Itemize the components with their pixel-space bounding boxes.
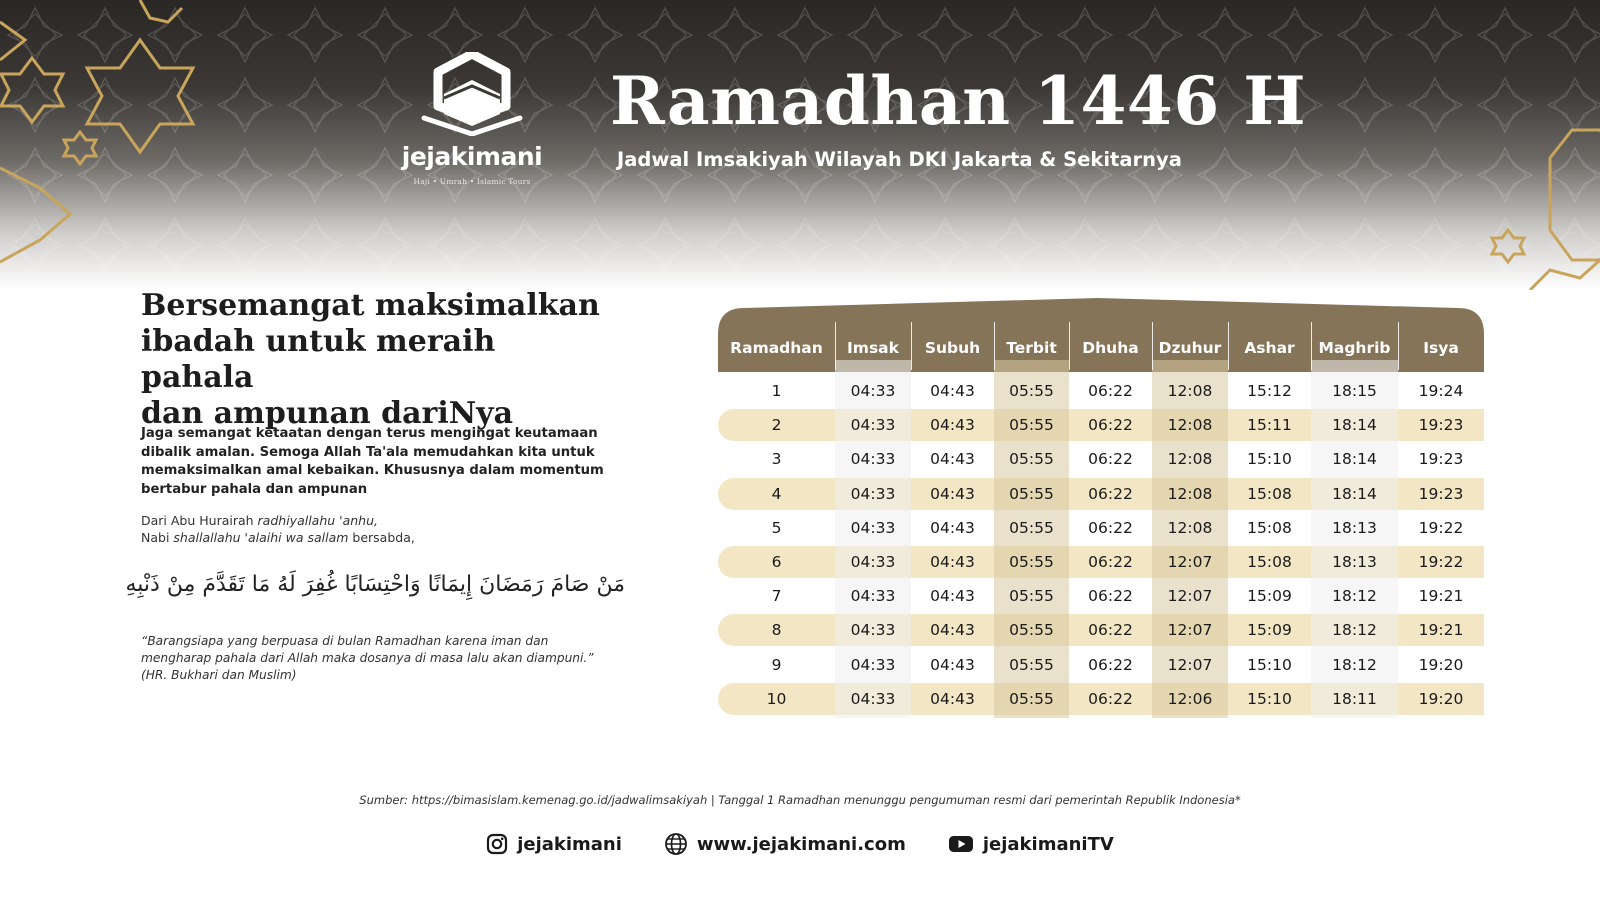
column-header-terbit: Terbit [1006, 339, 1057, 357]
cell-ramadhan: 1 [771, 382, 782, 400]
cell-ashar: 15:10 [1247, 655, 1292, 674]
instagram-handle: jejakimani [517, 833, 622, 855]
narrator-text: Dari Abu Hurairah [141, 513, 258, 528]
cell-dzuhur: 12:08 [1167, 484, 1213, 503]
website-link[interactable] [664, 832, 906, 856]
column-divider [1152, 322, 1153, 370]
cell-subuh: 04:43 [930, 553, 975, 571]
cell-subuh: 04:43 [930, 484, 975, 503]
cell-dzuhur: 12:07 [1167, 621, 1213, 640]
intro-paragraph: Jaga semangat ketaatan dengan terus mengingat keutamaan dibalik amalan. Semoga Allah Ta'ala memudahkan kita untuk memaksimalkan amal kebaikan. Khususnya dalam momentum bertabur pahala dan ampunan [141, 426, 604, 497]
column-divider [1069, 322, 1070, 370]
cell-imsak: 04:33 [850, 382, 896, 400]
cell-imsak: 04:33 [850, 621, 896, 640]
imsakiyah-schedule-table [718, 298, 1484, 718]
narrator-text: Nabi [141, 530, 174, 545]
cell-dzuhur: 12:08 [1167, 382, 1213, 400]
cell-maghrib: 18:11 [1332, 689, 1377, 708]
cell-terbit: 05:55 [1009, 416, 1054, 435]
cell-subuh: 04:43 [930, 655, 975, 674]
column-header-subuh: Subuh [924, 339, 981, 357]
cell-maghrib: 18:14 [1332, 450, 1377, 469]
cell-imsak: 04:33 [850, 518, 896, 537]
column-header-maghrib: Maghrib [1318, 339, 1391, 357]
cell-terbit: 05:55 [1009, 689, 1054, 708]
cell-imsak: 04:33 [850, 689, 896, 708]
cell-maghrib: 18:12 [1332, 621, 1377, 640]
heading-line: ibadah untuk meraih pahala [141, 324, 496, 395]
youtube-icon [948, 834, 974, 854]
hadith-translation [141, 633, 641, 684]
cell-imsak: 04:33 [850, 587, 896, 606]
cell-subuh: 04:43 [930, 416, 975, 435]
cell-ashar: 15:09 [1247, 621, 1292, 640]
instagram-link[interactable] [486, 832, 622, 856]
cell-dhuha: 06:22 [1088, 416, 1133, 435]
cell-terbit: 05:55 [1009, 553, 1054, 571]
cell-maghrib: 18:15 [1332, 382, 1377, 400]
translation-line: mengharap pahala dari Allah maka dosanya di masa lalu akan diampuni.” [141, 651, 594, 665]
heading-line: Bersemangat maksimalkan [141, 288, 600, 323]
cell-ramadhan: 10 [766, 689, 787, 708]
cell-terbit: 05:55 [1009, 382, 1054, 400]
column-divider [835, 322, 836, 370]
cell-subuh: 04:43 [930, 621, 975, 640]
cell-dzuhur: 12:08 [1167, 416, 1213, 435]
cell-ramadhan: 2 [771, 416, 782, 435]
column-header-dzuhur: Dzuhur [1158, 339, 1222, 357]
cell-dhuha: 06:22 [1088, 450, 1133, 469]
cell-isya: 19:23 [1418, 450, 1464, 469]
cell-terbit: 05:55 [1009, 518, 1054, 537]
cell-ramadhan: 5 [771, 518, 782, 537]
cell-terbit: 05:55 [1009, 450, 1054, 469]
column-header-imsak: Imsak [847, 339, 899, 357]
narrator-line [141, 529, 611, 546]
cell-subuh: 04:43 [930, 518, 975, 537]
cell-ashar: 15:08 [1247, 553, 1292, 571]
cell-dzuhur: 12:08 [1167, 450, 1213, 469]
cell-dhuha: 06:22 [1088, 587, 1133, 606]
cell-terbit: 05:55 [1009, 655, 1054, 674]
globe-icon [664, 832, 688, 856]
youtube-link[interactable] [948, 832, 1114, 856]
cell-imsak: 04:33 [850, 450, 896, 469]
cell-dzuhur: 12:08 [1167, 518, 1213, 537]
page-title: Ramadhan 1446 H [610, 62, 1307, 140]
cell-dhuha: 06:22 [1088, 553, 1133, 571]
cell-isya: 19:20 [1418, 655, 1464, 674]
cell-ashar: 15:08 [1247, 518, 1292, 537]
cell-dzuhur: 12:06 [1167, 689, 1213, 708]
cell-maghrib: 18:14 [1332, 484, 1377, 503]
cell-ashar: 15:08 [1247, 484, 1292, 503]
cell-terbit: 05:55 [1009, 484, 1054, 503]
cell-subuh: 04:43 [930, 689, 975, 708]
cell-ashar: 15:10 [1247, 689, 1292, 708]
narrator-honorific: radhiyallahu 'anhu, [257, 513, 378, 528]
column-divider [1228, 322, 1229, 370]
column-divider [1311, 322, 1312, 370]
heading-line: dan ampunan dariNya [141, 396, 514, 431]
column-divider [994, 322, 995, 370]
motivation-heading [141, 288, 611, 432]
cell-dhuha: 06:22 [1088, 484, 1133, 503]
narrator-honorific: shallallahu 'alaihi wa sallam [173, 530, 349, 545]
cell-dzuhur: 12:07 [1167, 655, 1213, 674]
cell-imsak: 04:33 [850, 484, 896, 503]
column-header-ramadhan: Ramadhan [730, 339, 823, 357]
cell-subuh: 04:43 [930, 450, 975, 469]
cell-maghrib: 18:13 [1332, 518, 1377, 537]
cell-maghrib: 18:14 [1332, 416, 1377, 435]
brand-logo[interactable] [392, 52, 552, 186]
gold-star-ornament-right [1490, 110, 1600, 290]
column-divider [1398, 322, 1399, 370]
cell-dhuha: 06:22 [1088, 689, 1133, 708]
cell-maghrib: 18:13 [1332, 553, 1377, 571]
hadith-narrator [141, 512, 611, 546]
youtube-channel: jejakimaniTV [982, 833, 1114, 855]
brand-tagline: Haji • Umrah • Islamic Tours [413, 177, 531, 186]
column-header-ashar: Ashar [1244, 339, 1295, 357]
cell-ashar: 15:09 [1247, 587, 1292, 606]
instagram-icon [486, 833, 508, 855]
cell-imsak: 04:33 [850, 416, 896, 435]
website-url: www.jejakimani.com [696, 833, 906, 855]
cell-subuh: 04:43 [930, 382, 975, 400]
translation-line: “Barangsiapa yang berpuasa di bulan Ramadhan karena iman dan [141, 634, 549, 648]
brand-name: jejakimani [401, 142, 543, 171]
cell-isya: 19:23 [1418, 416, 1464, 435]
cell-maghrib: 18:12 [1332, 587, 1377, 606]
cell-subuh: 04:43 [930, 587, 975, 606]
cell-isya: 19:22 [1418, 553, 1464, 571]
cell-ramadhan: 9 [771, 655, 782, 674]
narrator-line [141, 512, 611, 529]
cell-dzuhur: 12:07 [1167, 553, 1213, 571]
cell-isya: 19:24 [1418, 382, 1464, 400]
cell-isya: 19:21 [1418, 621, 1464, 640]
header-banner [0, 0, 1600, 290]
cell-ramadhan: 7 [771, 587, 782, 606]
cell-isya: 19:20 [1418, 689, 1464, 708]
cell-ashar: 15:11 [1247, 416, 1292, 435]
cell-dhuha: 06:22 [1088, 655, 1133, 674]
cell-dhuha: 06:22 [1088, 621, 1133, 640]
social-links [0, 832, 1600, 856]
cell-dhuha: 06:22 [1088, 518, 1133, 537]
source-note: Sumber: https://bimasislam.kemenag.go.id/jadwalimsakiyah | Tanggal 1 Ramadhan menunggu pengumuman resmi dari pemerintah Republik Indonesia* [359, 793, 1241, 807]
geometric-pattern [0, 0, 1600, 290]
column-divider [911, 322, 912, 370]
cell-terbit: 05:55 [1009, 621, 1054, 640]
cell-ramadhan: 6 [771, 553, 782, 571]
cell-ramadhan: 4 [771, 484, 782, 503]
cell-isya: 19:21 [1418, 587, 1464, 606]
cell-maghrib: 18:12 [1332, 655, 1377, 674]
cell-ashar: 15:12 [1247, 382, 1292, 400]
hadith-arabic-text: مَنْ صَامَ رَمَضَانَ إِيمَانًا وَاحْتِسَابًا غُفِرَ لَهُ مَا تَقَدَّمَ مِنْ ذَنْبِهِ [125, 572, 625, 597]
cell-imsak: 04:33 [850, 655, 896, 674]
gold-star-ornament-left [0, 0, 230, 280]
cell-ramadhan: 8 [771, 621, 782, 640]
cell-dzuhur: 12:07 [1167, 587, 1213, 606]
column-header-isya: Isya [1423, 339, 1459, 357]
narrator-text: bersabda, [348, 530, 415, 545]
cell-ashar: 15:10 [1247, 450, 1292, 469]
cell-isya: 19:23 [1418, 484, 1464, 503]
cell-imsak: 04:33 [850, 553, 896, 571]
cell-isya: 19:22 [1418, 518, 1464, 537]
kaaba-logo-icon [420, 52, 524, 136]
cell-ramadhan: 3 [771, 450, 782, 469]
translation-line: (HR. Bukhari dan Muslim) [141, 668, 297, 682]
column-header-dhuha: Dhuha [1082, 339, 1139, 357]
cell-dhuha: 06:22 [1088, 382, 1133, 400]
cell-terbit: 05:55 [1009, 587, 1054, 606]
page-subtitle: Jadwal Imsakiyah Wilayah DKI Jakarta & Sekitarnya [617, 148, 1182, 171]
